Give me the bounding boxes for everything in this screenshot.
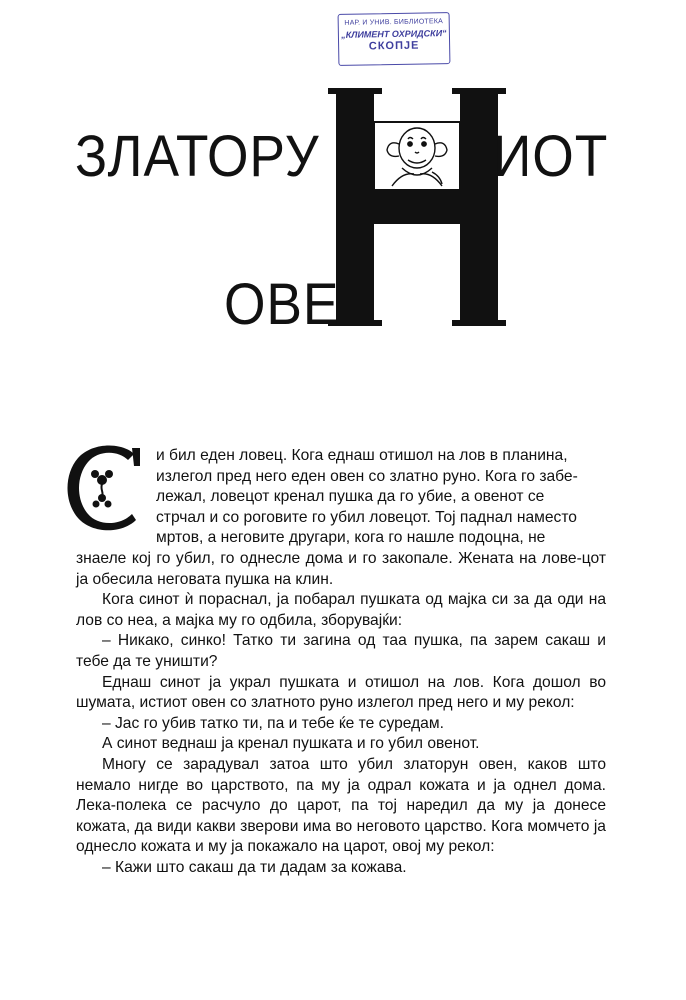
story-paragraph-1: знаеле кој го убил, го однесле дома и го закопале. Жената на лове-цот ја обесила неговата пушка на клин. [76,549,606,588]
story-text [76,446,606,878]
story-paragraph-3: – Никако, синко! Татко ти загина од таа пушка, па зарем сакаш и тебе да те уништи? [76,632,606,670]
library-stamp [338,12,451,66]
title-part-3: ОВЕ [224,272,340,337]
stamp-line-3: СКОПЈЕ [368,39,420,53]
story-line-4: стрчал и со роговите го убил ловецот. Тој паднал наместо [156,508,577,526]
story-paragraph-4: Еднаш синот ја украл пушката и отишол на лов. Кога дошол во шумата, истиот овен со златното руно излегол пред него и му рекол: [76,673,606,712]
story-paragraph-8: – Кажи што сакаш да ти дадам за кожава. [102,858,407,876]
title-part-2: ИОТ [493,124,609,189]
story-line-5: мртов, а неговите другари, кога го нашле подоцна, не [156,529,546,547]
stamp-line-1: НАР. И УНИВ. БИБЛИОТЕКА [344,18,444,27]
story-paragraph-2: Кога синот ѝ пораснал, ја побарал пушката од мајка си за да оди на лов со неа, а мајка му го одбила, зборувајќи: [76,591,606,629]
title-initial-letter [322,82,512,332]
story-paragraph-5: – Јас го убив татко ти, па и тебе ќе те суредам. [102,714,444,732]
stamp-line-2: „КЛИМЕНТ ОХРИДСКИ“ [341,28,447,40]
story-line-1: и бил еден ловец. Кога еднаш отишол на лов в планина, [156,447,568,464]
story-paragraph-6: А синот веднаш ја кренал пушката и го убил овенот. [102,735,480,753]
story-line-2: излегол пред него еден овен со златно руно. Кога го забе- [156,467,578,485]
title-part-1: ЗЛАТОРУ [75,124,320,189]
story-paragraph-7: Многу се зарадувал затоа што убил златорун овен, каков што немало нигде во царството, па му ја одрал кожата и ја однел дома. Лека-полека се расчуло до царот, па тој наредил да му ја донесе кожата, да види какви зверови има во неговото царство. Кога момчето ја однесло кожата и му ја покажало на царот, овој му рекол: [76,755,606,856]
story-line-3: лежал, ловецот кренал пушка да го убие, а овенот се [156,488,545,506]
